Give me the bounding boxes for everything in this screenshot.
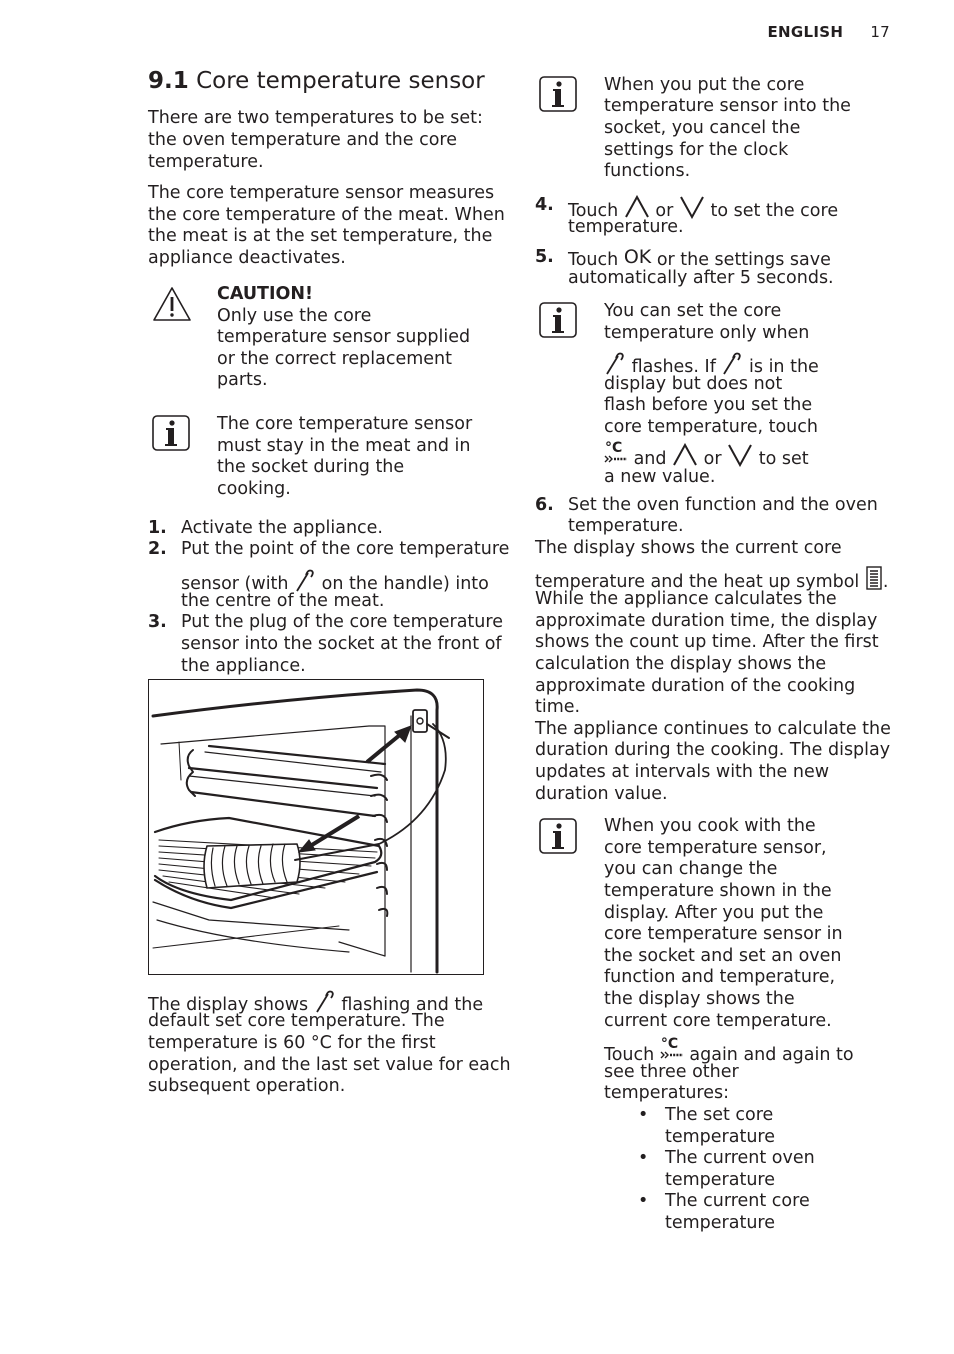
info-icon — [152, 415, 190, 451]
sensor-mark-icon — [604, 455, 628, 464]
core-temperature-button-icon — [660, 1038, 684, 1062]
text-line: the oven temperature and the core — [148, 130, 458, 150]
section-title-text: Core temperature sensor — [196, 68, 485, 94]
warning-triangle-icon — [152, 286, 192, 322]
page-number: 17 — [870, 23, 890, 41]
core-sensor-icon — [604, 351, 626, 375]
text-span: flashing and the — [341, 995, 484, 1015]
text-line: When you cook with the — [604, 816, 816, 836]
step-text: temperature. — [568, 217, 684, 237]
text-line: see three other — [604, 1062, 739, 1082]
text-line: subsequent operation. — [148, 1076, 346, 1096]
text-line: temperatures: — [604, 1083, 730, 1103]
text-span: flashes. If — [631, 357, 716, 377]
step-text: automatically after 5 seconds. — [568, 268, 834, 288]
text-span: Touch — [604, 1045, 655, 1065]
text-line: or the correct replacement — [217, 349, 453, 369]
bullet-text: temperature — [665, 1213, 775, 1233]
text-line: Only use the core — [217, 306, 372, 326]
text-line: the core temperature of the meat. When — [148, 205, 505, 225]
celsius-label: °C — [660, 1036, 679, 1052]
text-line: temperature sensor into the — [604, 96, 851, 116]
text-line: There are two temperatures to be set: — [148, 108, 483, 128]
text-line: temperature only when — [604, 323, 810, 343]
text-span: again and again to — [689, 1045, 854, 1065]
step-text: Put the point of the core temperature — [181, 539, 510, 559]
section-number: 9.1 — [148, 68, 189, 94]
text-line: the display shows the — [604, 989, 795, 1009]
oven-with-core-sensor-drawing — [149, 680, 484, 975]
text-line: settings for the clock — [604, 140, 789, 160]
text-span: sensor (with — [181, 574, 289, 594]
text-span: temperature and the heat up symbol — [535, 572, 860, 592]
text-line: function and temperature, — [604, 967, 836, 987]
text-line: cooking. — [217, 479, 291, 499]
text-line: current core temperature. — [604, 1011, 832, 1031]
text-line: shows the count up time. After the first — [535, 632, 879, 652]
text-line: core temperature, touch — [604, 417, 818, 437]
core-sensor-icon — [294, 568, 316, 592]
text-line: The display shows the current core — [535, 538, 842, 558]
bullet-text: The current oven — [665, 1148, 815, 1168]
text-line: display but does not — [604, 374, 783, 394]
celsius-label: °C — [605, 440, 623, 456]
text-line: display. After you put the — [604, 903, 824, 923]
text-line: socket, you cancel the — [604, 118, 801, 138]
text-span: Touch — [568, 201, 619, 221]
step-number: 3. — [148, 612, 167, 632]
text-line: The core temperature sensor — [217, 414, 473, 434]
up-arrow-icon — [672, 443, 698, 467]
bullet-text: The set core — [665, 1105, 774, 1125]
sensor-mark-icon — [660, 1051, 684, 1060]
text-span: The display shows — [148, 995, 309, 1015]
bullet: • — [638, 1148, 649, 1168]
info-icon — [539, 818, 577, 854]
caution-title: CAUTION! — [217, 284, 314, 304]
down-arrow-icon — [727, 443, 753, 467]
text-line: duration value. — [535, 784, 668, 804]
page-header — [768, 22, 890, 44]
text-line: the meat is at the set temperature, the — [148, 226, 493, 246]
text-line: a new value. — [604, 467, 716, 487]
text-span: or the settings save — [656, 250, 831, 270]
up-arrow-icon — [624, 195, 650, 219]
core-sensor-icon — [314, 989, 336, 1013]
ok-icon: OK — [623, 246, 652, 268]
heat-up-symbol-icon — [865, 566, 883, 590]
text-line: approximate duration of the cooking — [535, 676, 856, 696]
text-line: temperature. — [148, 152, 264, 172]
bullet: • — [638, 1105, 649, 1125]
text-line: temperature sensor supplied — [217, 327, 471, 347]
text-line: The appliance continues to calculate the — [535, 719, 891, 739]
bullet-text: temperature — [665, 1170, 775, 1190]
text-span: on the handle) into — [321, 574, 489, 594]
text-line: core temperature sensor in — [604, 924, 843, 944]
down-arrow-icon — [679, 195, 705, 219]
step-text: sensor into the socket at the front of — [181, 634, 502, 654]
text-line: the socket and set an oven — [604, 946, 842, 966]
bullet-text: temperature — [665, 1127, 775, 1147]
step-number: 6. — [535, 495, 554, 515]
step-text: Set the oven function and the oven — [568, 495, 878, 515]
bullet: • — [638, 1191, 649, 1211]
text-span: to set — [758, 449, 809, 469]
step-number: 4. — [535, 195, 554, 215]
step-number: 2. — [148, 539, 167, 559]
step-number: 1. — [148, 518, 167, 538]
text-line: appliance deactivates. — [148, 248, 346, 268]
text-span: is in the — [749, 357, 819, 377]
text-line: time. — [535, 697, 581, 717]
language-label: ENGLISH — [767, 23, 844, 41]
text-span: . — [882, 572, 889, 592]
text-line: You can set the core — [604, 301, 782, 321]
text-line: While the appliance calculates the — [535, 589, 837, 609]
text-line: When you put the core — [604, 75, 805, 95]
text-span: and — [633, 449, 667, 469]
text-line: core temperature sensor, — [604, 838, 827, 858]
text-span: to set the core — [710, 201, 839, 221]
step-number: 5. — [535, 247, 554, 267]
text-line: temperature is 60 °C for the first — [148, 1033, 436, 1053]
text-line: updates at intervals with the new — [535, 762, 830, 782]
info-icon — [539, 76, 577, 112]
text-line: operation, and the last set value for each — [148, 1055, 511, 1075]
text-line: temperature shown in the — [604, 881, 832, 901]
step-text: Activate the appliance. — [181, 518, 383, 538]
text-line: parts. — [217, 370, 268, 390]
text-line: calculation the display shows the — [535, 654, 827, 674]
step-text: the appliance. — [181, 656, 306, 676]
text-span: or — [655, 201, 674, 221]
step-text: the centre of the meat. — [181, 591, 385, 611]
text-line: the socket during the — [217, 457, 405, 477]
oven-illustration — [148, 679, 484, 975]
text-span: Touch — [568, 250, 619, 270]
text-span: or — [703, 449, 722, 469]
text-line: must stay in the meat and in — [217, 436, 471, 456]
text-line: flash before you set the — [604, 395, 813, 415]
step-text: temperature. — [568, 516, 684, 536]
info-icon — [539, 302, 577, 338]
text-line: approximate duration time, the display — [535, 611, 878, 631]
section-title — [148, 66, 485, 96]
text-line: functions. — [604, 161, 691, 181]
text-line: default set core temperature. The — [148, 1011, 445, 1031]
bullet-text: The current core — [665, 1191, 810, 1211]
text-line: duration during the cooking. The display — [535, 740, 891, 760]
core-sensor-icon — [721, 351, 743, 375]
text-line: The core temperature sensor measures — [148, 183, 495, 203]
core-temperature-button-icon — [604, 442, 628, 466]
text-line: you can change the — [604, 859, 778, 879]
step-text: Put the plug of the core temperature — [181, 612, 503, 632]
